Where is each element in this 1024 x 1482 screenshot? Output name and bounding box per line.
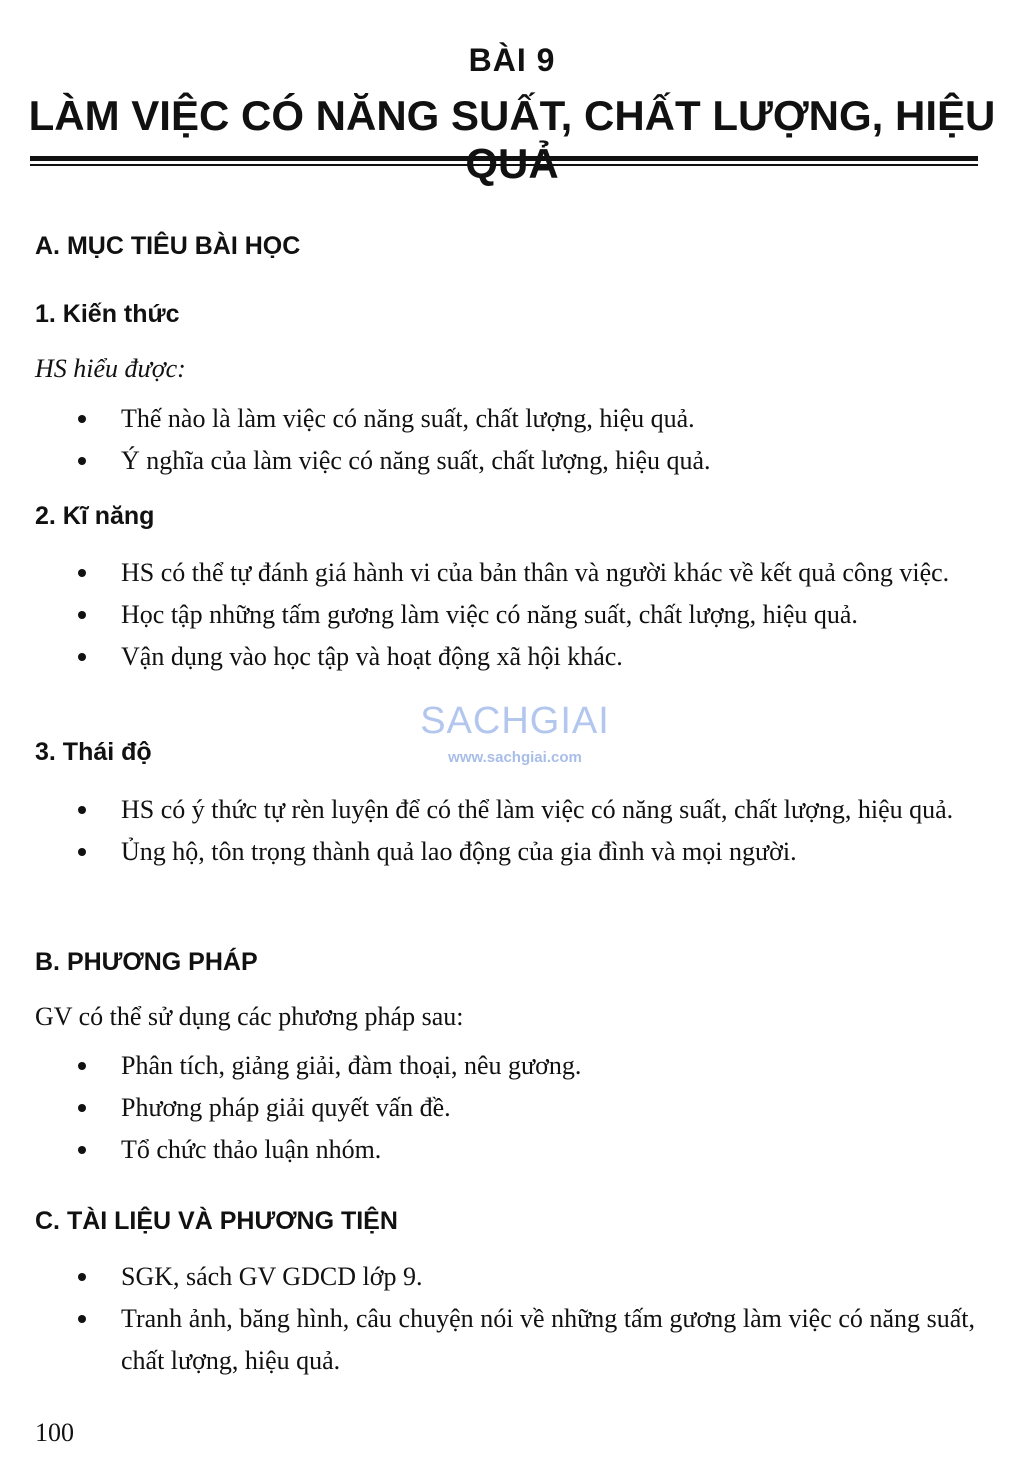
bullet-icon <box>78 1315 86 1323</box>
section-a-heading: A. MỤC TIÊU BÀI HỌC <box>35 232 301 260</box>
list-item: Ý nghĩa của làm việc có năng suất, chất lượng, hiệu quả. <box>0 440 975 482</box>
watermark <box>410 700 620 790</box>
bullet-icon <box>78 611 86 619</box>
bullet-icon <box>78 653 86 661</box>
list-item: Tổ chức thảo luận nhóm. <box>0 1129 975 1171</box>
attitude-heading: 3. Thái độ <box>35 738 152 766</box>
list-item: Ủng hộ, tôn trọng thành quả lao động của gia đình và mọi người. <box>0 831 975 873</box>
knowledge-intro: HS hiểu được: <box>35 354 186 383</box>
bullet-icon <box>78 1146 86 1154</box>
bullet-icon <box>78 1062 86 1070</box>
list-item: SGK, sách GV GDCD lớp 9. <box>0 1256 975 1298</box>
bullet-icon <box>78 1273 86 1281</box>
bullet-icon <box>78 457 86 465</box>
knowledge-list <box>0 398 975 482</box>
list-item: HS có thể tự đánh giá hành vi của bản thân và người khác về kết quả công việc. <box>0 552 975 594</box>
page-number: 100 <box>35 1418 74 1447</box>
watermark-logo: SACHGIAI <box>420 700 610 742</box>
bullet-icon <box>78 848 86 856</box>
knowledge-heading: 1. Kiến thức <box>35 300 180 328</box>
skills-list <box>0 552 975 678</box>
list-item: HS có ý thức tự rèn luyện để có thể làm việc có năng suất, chất lượng, hiệu quả. <box>0 789 975 831</box>
watermark-url: www.sachgiai.com <box>448 749 582 766</box>
methods-list <box>0 1045 975 1171</box>
list-item: Vận dụng vào học tập và hoạt động xã hội khác. <box>0 636 975 678</box>
attitude-list <box>0 789 975 873</box>
title-rule-thick <box>30 156 978 161</box>
bullet-icon <box>78 569 86 577</box>
materials-list <box>0 1256 975 1382</box>
bullet-icon <box>78 806 86 814</box>
list-item: Thế nào là làm việc có năng suất, chất lượng, hiệu quả. <box>0 398 975 440</box>
methods-intro: GV có thể sử dụng các phương pháp sau: <box>35 1002 464 1031</box>
section-c-heading: C. TÀI LIỆU VÀ PHƯƠNG TIỆN <box>35 1207 398 1235</box>
bullet-icon <box>78 1104 86 1112</box>
bullet-icon <box>78 415 86 423</box>
lesson-number: BÀI 9 <box>468 42 556 78</box>
skills-heading: 2. Kĩ năng <box>35 502 155 530</box>
list-item: Phương pháp giải quyết vấn đề. <box>0 1087 975 1129</box>
title-rule-thin <box>30 164 978 166</box>
list-item: Học tập những tấm gương làm việc có năng suất, chất lượng, hiệu quả. <box>0 594 975 636</box>
lesson-title: LÀM VIỆC CÓ NĂNG SUẤT, CHẤT LƯỢNG, HIỆU <box>28 92 996 139</box>
list-item: Tranh ảnh, băng hình, câu chuyện nói về những tấm gương làm việc có năng suất, chất lượng, hiệu quả. <box>0 1298 975 1382</box>
list-item: Phân tích, giảng giải, đàm thoại, nêu gương. <box>0 1045 975 1087</box>
section-b-heading: B. PHƯƠNG PHÁP <box>35 948 258 976</box>
